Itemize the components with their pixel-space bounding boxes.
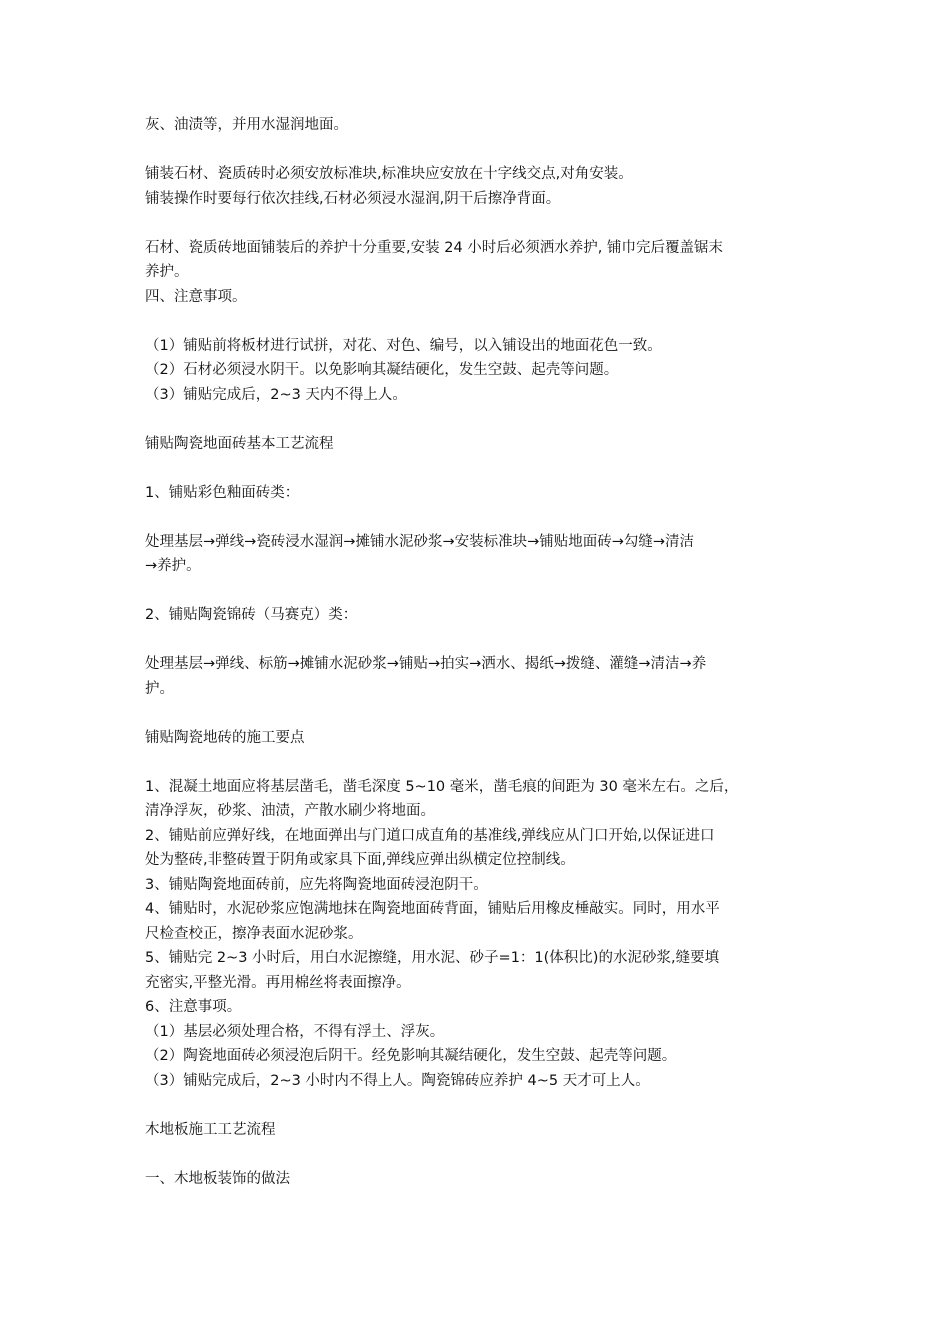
document-body	[145, 113, 815, 1191]
paragraph-gap	[145, 1142, 815, 1167]
text-line: 2、铺贴陶瓷锦砖（马赛克）类：	[145, 607, 358, 623]
text-line: 铺装操作时要每行依次挂线,石材必须浸水湿润,阴干后擦净背面。	[145, 190, 561, 207]
text-line: （1）铺贴前将板材进行试拼，对花、对色、编号，以入铺设出的地面花色一致。	[145, 337, 662, 354]
text-line: （2）石材必须浸水阴干。以免影响其凝结硬化，发生空鼓、起壳等问题。	[145, 362, 619, 378]
paragraph-gap	[145, 750, 815, 775]
text-line: 5、铺贴完 2~3 小时后，用白水泥擦缝，用水泥、砂子=1：1(体积比)的水泥砂浆,缝要填	[145, 950, 720, 966]
paragraph-gap	[145, 456, 815, 481]
paragraph-gap	[145, 211, 815, 236]
paragraph	[145, 334, 815, 408]
paragraph-gap	[145, 138, 815, 163]
text-line: 6、注意事项。	[145, 999, 242, 1015]
text-line: 养护。	[145, 264, 189, 280]
text-line: 3、铺贴陶瓷地面砖前，应先将陶瓷地面砖浸泡阴干。	[145, 876, 488, 893]
text-line: 4、铺贴时，水泥砂浆应饱满地抹在陶瓷地面砖背面，铺贴后用橡皮棰敲实。同时，用水平	[145, 901, 720, 917]
text-line: （3）铺贴完成后，2~3 天内不得上人。	[145, 386, 407, 403]
paragraph	[145, 481, 815, 506]
paragraph	[145, 603, 815, 628]
text-line: →养护。	[145, 558, 201, 574]
paragraph	[145, 726, 815, 751]
text-line: 石材、瓷质砖地面铺装后的养护十分重要,安装 24 小时后必须洒水养护, 铺巾完后覆盖锯末	[145, 239, 723, 256]
paragraph	[145, 530, 815, 579]
paragraph	[145, 236, 815, 310]
paragraph	[145, 1118, 815, 1143]
text-line: （2）陶瓷地面砖必须浸泡后阴干。经免影响其凝结硬化，发生空鼓、起壳等问题。	[145, 1048, 677, 1064]
paragraph-gap	[145, 505, 815, 530]
text-line: 1、混凝土地面应将基层凿毛，凿毛深度 5~10 毫米，凿毛痕的间距为 30 毫米左右。之后，	[145, 778, 739, 795]
text-line: （1）基层必须处理合格，不得有浮土、浮灰。	[145, 1023, 445, 1040]
text-line: 四、注意事项。	[145, 288, 247, 305]
text-line: （3）铺贴完成后，2~3 小时内不得上人。陶瓷锦砖应养护 4~5 天才可上人。	[145, 1072, 650, 1089]
text-line: 一、木地板装饰的做法	[145, 1170, 290, 1187]
text-line: 清净浮灰，砂浆、油渍，产散水刷少将地面。	[145, 803, 435, 819]
paragraph-gap	[145, 579, 815, 604]
paragraph	[145, 113, 815, 138]
paragraph	[145, 162, 815, 211]
paragraph-gap	[145, 1093, 815, 1118]
text-line: 处理基层→弹线→瓷砖浸水湿润→摊铺水泥砂浆→安装标准块→铺贴地面砖→勾缝→清洁	[145, 533, 695, 550]
text-line: 2、铺贴前应弹好线，在地面弹出与门道口成直角的基准线,弹线应从门口开始,以保证进口	[145, 827, 715, 844]
text-line: 处理基层→弹线、标筋→摊铺水泥砂浆→铺贴→拍实→洒水、揭纸→拨缝、灌缝→清洁→养	[145, 656, 707, 672]
paragraph	[145, 775, 815, 1094]
paragraph-gap	[145, 701, 815, 726]
paragraph	[145, 652, 815, 701]
text-line: 尺检查校正，擦净表面水泥砂浆。	[145, 925, 363, 942]
text-line: 灰、油渍等，并用水湿润地面。	[145, 117, 348, 133]
paragraph-gap	[145, 407, 815, 432]
text-line: 1、铺贴彩色釉面砖类：	[145, 484, 300, 501]
paragraph-gap	[145, 628, 815, 653]
text-line: 处为整砖,非整砖置于阴角或家具下面,弹线应弹出纵横定位控制线。	[145, 852, 575, 868]
paragraph	[145, 1167, 815, 1192]
text-line: 铺贴陶瓷地砖的施工要点	[145, 729, 305, 746]
paragraph	[145, 432, 815, 457]
text-line: 木地板施工工艺流程	[145, 1121, 276, 1138]
text-line: 护。	[145, 680, 174, 697]
text-line: 充密实,平整光滑。再用棉丝将表面擦净。	[145, 974, 411, 991]
text-line: 铺装石材、瓷质砖时必须安放标准块,标准块应安放在十字线交点,对角安装。	[145, 166, 633, 182]
paragraph-gap	[145, 309, 815, 334]
text-line: 铺贴陶瓷地面砖基本工艺流程	[145, 435, 334, 452]
